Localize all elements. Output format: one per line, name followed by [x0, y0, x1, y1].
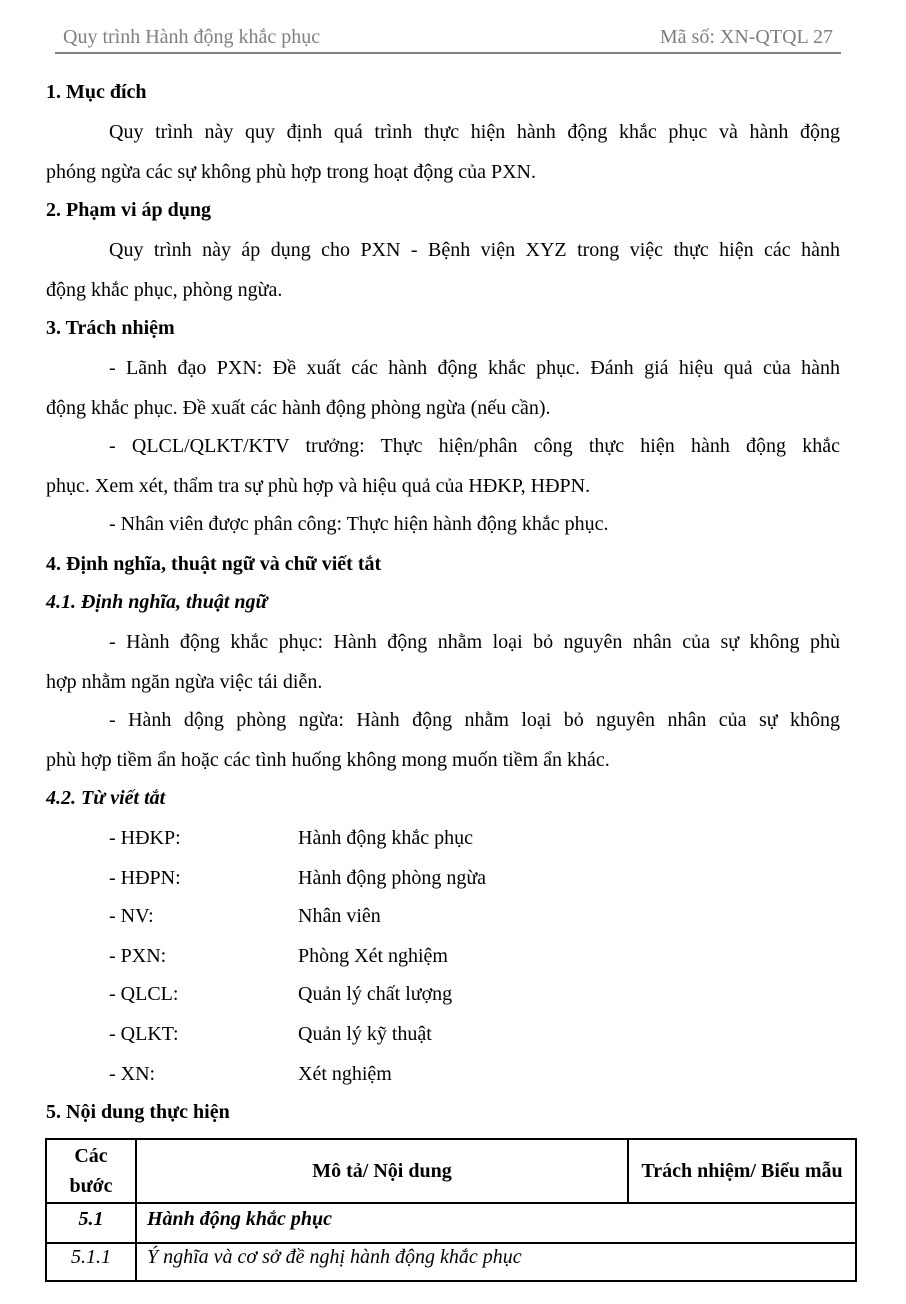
section-3-heading: 3. Trách nhiệm [46, 317, 175, 339]
step-content: Hành động khắc phục [136, 1203, 856, 1243]
abbreviation-meaning: Hành động khắc phục [298, 827, 473, 849]
responsibility-line: - Lãnh đạo PXN: Đề xuất các hành động khắc phục. Đánh giá hiệu quả của hành [109, 357, 840, 379]
section-1-text-line: Quy trình này quy định quá trình thực hiện hành động khắc phục và hành động [109, 121, 840, 143]
document-code: Mã số: XN-QTQL 27 [659, 26, 833, 48]
responsibility-line: phục. Xem xét, thẩm tra sự phù hợp và hiệu quả của HĐKP, HĐPN. [46, 475, 591, 497]
abbreviation-term: - QLKT: [109, 1023, 179, 1045]
section-5-heading: 5. Nội dung thực hiện [46, 1101, 230, 1123]
page-header [55, 24, 841, 54]
abbreviation-meaning: Xét nghiệm [298, 1063, 392, 1085]
document-title: Quy trình Hành động khắc phục [63, 26, 321, 48]
definition-line: - Hành dộng phòng ngừa: Hành động nhằm loại bỏ nguyên nhân của sự không [109, 709, 840, 731]
section-4-heading: 4. Định nghĩa, thuật ngữ và chữ viết tắt [46, 553, 382, 575]
header-responsibility: Trách nhiệm/ Biểu mẫu [628, 1139, 856, 1203]
abbreviation-term: - XN: [109, 1063, 156, 1085]
section-2-text-line: Quy trình này áp dụng cho PXN - Bệnh viện XYZ trong việc thực hiện các hành [109, 239, 840, 261]
section-2-text-line: động khắc phục, phòng ngừa. [46, 279, 283, 301]
table-row [46, 1243, 856, 1281]
definition-line: hợp nhằm ngăn ngừa việc tái diễn. [46, 671, 323, 693]
subsection-4-2-heading: 4.2. Từ viết tắt [46, 787, 166, 809]
table-row [46, 1203, 856, 1243]
procedure-table [45, 1138, 857, 1282]
responsibility-line: - QLCL/QLKT/KTV trưởng: Thực hiện/phân công thực hiện hành động khắc [109, 435, 840, 457]
abbreviation-term: - HĐPN: [109, 867, 181, 889]
step-number: 5.1 [46, 1203, 136, 1243]
abbreviation-term: - HĐKP: [109, 827, 181, 849]
abbreviation-meaning: Nhân viên [298, 905, 381, 927]
abbreviation-meaning: Hành động phòng ngừa [298, 867, 487, 889]
header-steps: Các bước [46, 1139, 136, 1203]
definition-line: - Hành động khắc phục: Hành động nhằm loại bỏ nguyên nhân của sự không phù [109, 631, 840, 653]
section-1-heading: 1. Mục đích [46, 81, 147, 103]
responsibility-line: - Nhân viên được phân công: Thực hiện hành động khắc phục. [109, 513, 609, 535]
abbreviation-meaning: Quản lý kỹ thuật [298, 1023, 432, 1045]
section-2-heading: 2. Phạm vi áp dụng [46, 199, 212, 221]
step-content: Ý nghĩa và cơ sở đề nghị hành động khắc phục [136, 1243, 856, 1281]
abbreviation-term: - PXN: [109, 945, 167, 967]
step-number: 5.1.1 [46, 1243, 136, 1281]
definition-line: phù hợp tiềm ẩn hoặc các tình huống không mong muốn tiềm ẩn khác. [46, 749, 610, 771]
abbreviation-meaning: Quản lý chất lượng [298, 983, 453, 1005]
abbreviation-term: - QLCL: [109, 983, 179, 1005]
subsection-4-1-heading: 4.1. Định nghĩa, thuật ngữ [46, 591, 268, 613]
abbreviation-term: - NV: [109, 905, 154, 927]
table-header-row [46, 1139, 856, 1203]
section-1-text-line: phóng ngừa các sự không phù hợp trong hoạt động của PXN. [46, 161, 536, 183]
responsibility-line: động khắc phục. Đề xuất các hành động phòng ngừa (nếu cần). [46, 397, 551, 419]
abbreviation-meaning: Phòng Xét nghiệm [298, 945, 448, 967]
header-description: Mô tả/ Nội dung [136, 1139, 628, 1203]
